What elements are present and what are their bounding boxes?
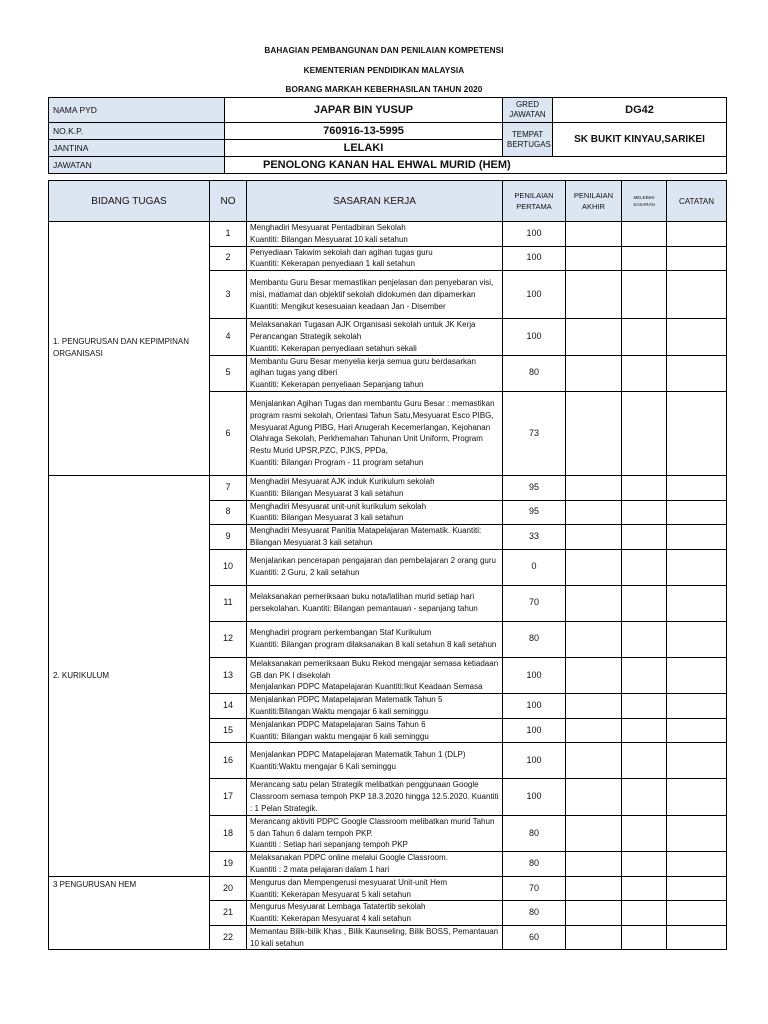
row-number: 19 xyxy=(210,852,247,877)
melebihi-sasaran-cell[interactable] xyxy=(622,319,667,355)
nokp-label: NO.K.P. xyxy=(49,123,225,140)
sasaran-kerja-cell: Melaksanakan Tugasan AJK Organisasi sekolah untuk JK Kerja Perancangan Strategik sekolah Kuantiti: Kekerapan penyediaan setahun sekali xyxy=(247,319,503,355)
melebihi-sasaran-cell[interactable] xyxy=(622,222,667,247)
score-table xyxy=(48,180,727,950)
catatan-cell[interactable] xyxy=(667,319,727,355)
catatan-cell[interactable] xyxy=(667,779,727,815)
row-number: 3 xyxy=(210,271,247,319)
catatan-cell[interactable] xyxy=(667,718,727,743)
row-number: 14 xyxy=(210,694,247,719)
catatan-cell[interactable] xyxy=(667,621,727,657)
melebihi-sasaran-cell[interactable] xyxy=(622,621,667,657)
tempat-label: TEMPAT BERTUGAS xyxy=(503,123,553,157)
jawatan-value: PENOLONG KANAN HAL EHWAL MURID (HEM) xyxy=(225,157,727,174)
row-number: 7 xyxy=(210,475,247,500)
col-bidang: BIDANG TUGAS xyxy=(49,181,210,222)
sasaran-kerja-cell: Membantu Guru Besar menyelia kerja semua guru berdasarkan agihan tugas yang diberi Kuantiti: Kekerapan penyeliaan Sepanjang tahun xyxy=(247,355,503,391)
penilaian-pertama-cell: 100 xyxy=(503,657,566,693)
penilaian-pertama-cell: 0 xyxy=(503,549,566,585)
melebihi-sasaran-cell[interactable] xyxy=(622,391,667,475)
sasaran-kerja-cell: Melaksanakan PDPC online melalui Google Classroom. Kuantiti : 2 mata pelajaran dalam 1 hari xyxy=(247,852,503,877)
catatan-cell[interactable] xyxy=(667,475,727,500)
bidang-tugas-cell: 2. KURIKULUM xyxy=(49,475,210,876)
catatan-cell[interactable] xyxy=(667,876,727,901)
sasaran-kerja-cell: Menghadiri Mesyuarat Pentadbiran Sekolah Kuantiti: Bilangan Mesyuarat 10 kali setahun xyxy=(247,222,503,247)
penilaian-akhir-cell[interactable] xyxy=(566,901,622,926)
penilaian-pertama-cell: 95 xyxy=(503,475,566,500)
catatan-cell[interactable] xyxy=(667,657,727,693)
col-sasaran: SASARAN KERJA xyxy=(247,181,503,222)
melebihi-sasaran-cell[interactable] xyxy=(622,246,667,271)
penilaian-pertama-cell: 100 xyxy=(503,246,566,271)
col-catatan: CATATAN xyxy=(667,181,727,222)
row-number: 20 xyxy=(210,876,247,901)
bidang-tugas-cell: 1. PENGURUSAN DAN KEPIMPINAN ORGANISASI xyxy=(49,222,210,476)
melebihi-sasaran-cell[interactable] xyxy=(622,718,667,743)
sasaran-kerja-cell: Menjalankan pencerapan pengajaran dan pembelajaran 2 orang guru Kuantiti: 2 Guru, 2 kali setahun xyxy=(247,549,503,585)
col-penilaian-pertama: PENILAIAN PERTAMA xyxy=(503,181,566,222)
row-number: 9 xyxy=(210,525,247,550)
catatan-cell[interactable] xyxy=(667,585,727,621)
sasaran-kerja-cell: Melaksanakan pemeriksaan buku nota/latihan murid setiap hari persekolahan. Kuantiti: Bilangan pemantauan - sepanjang tahun xyxy=(247,585,503,621)
row-number: 6 xyxy=(210,391,247,475)
penilaian-pertama-cell: 80 xyxy=(503,621,566,657)
penilaian-pertama-cell: 100 xyxy=(503,319,566,355)
melebihi-sasaran-cell[interactable] xyxy=(622,815,667,851)
sasaran-kerja-cell: Menghadiri Mesyuarat unit-unit kurikulum sekolah Kuantiti: Bilangan Mesyuarat 3 kali setahun xyxy=(247,500,503,525)
catatan-cell[interactable] xyxy=(667,815,727,851)
melebihi-sasaran-cell[interactable] xyxy=(622,500,667,525)
melebihi-sasaran-cell[interactable] xyxy=(622,549,667,585)
penilaian-akhir-cell[interactable] xyxy=(566,549,622,585)
jawatan-label: JAWATAN xyxy=(49,157,225,174)
melebihi-sasaran-cell[interactable] xyxy=(622,271,667,319)
penilaian-akhir-cell[interactable] xyxy=(566,475,622,500)
row-number: 16 xyxy=(210,743,247,779)
catatan-cell[interactable] xyxy=(667,743,727,779)
sasaran-kerja-cell: Melaksanakan pemeriksaan Buku Rekod mengajar semasa ketiadaan GB dan PK I disekolah Menjalankan PDPC Matapelajaran Kuantiti:Ikut Keadaan Semasa xyxy=(247,657,503,693)
row-number: 22 xyxy=(210,925,247,950)
catatan-cell[interactable] xyxy=(667,525,727,550)
catatan-cell[interactable] xyxy=(667,391,727,475)
penilaian-akhir-cell[interactable] xyxy=(566,657,622,693)
tempat-value: SK BUKIT KINYAU,SARIKEI xyxy=(553,123,727,157)
catatan-cell[interactable] xyxy=(667,355,727,391)
penilaian-akhir-cell[interactable] xyxy=(566,319,622,355)
row-number: 18 xyxy=(210,815,247,851)
melebihi-sasaran-cell[interactable] xyxy=(622,525,667,550)
melebihi-sasaran-cell[interactable] xyxy=(622,694,667,719)
penilaian-akhir-cell[interactable] xyxy=(566,743,622,779)
sasaran-kerja-cell: Membantu Guru Besar memastikan penjelasan dan penyebaran visi, misi, matlamat dan objektif sekolah didokumen dan dipamerkan Kuantiti: Mengikut kesesuaian keadaan Jan - Disember xyxy=(247,271,503,319)
sasaran-kerja-cell: Menghadiri Mesyuarat Panitia Matapelajaran Matematik. Kuantiti: Bilangan Mesyuarat 3 kali setahun xyxy=(247,525,503,550)
jantina-label: JANTINA xyxy=(49,140,225,157)
penilaian-pertama-cell: 70 xyxy=(503,585,566,621)
melebihi-sasaran-cell[interactable] xyxy=(622,876,667,901)
table-row xyxy=(49,876,727,901)
penilaian-akhir-cell[interactable] xyxy=(566,355,622,391)
penilaian-akhir-cell[interactable] xyxy=(566,876,622,901)
score-table-body xyxy=(49,222,727,950)
penilaian-pertama-cell: 80 xyxy=(503,852,566,877)
jantina-value: LELAKI xyxy=(225,140,503,157)
melebihi-sasaran-cell[interactable] xyxy=(622,475,667,500)
penilaian-akhir-cell[interactable] xyxy=(566,222,622,247)
melebihi-sasaran-cell[interactable] xyxy=(622,901,667,926)
penilaian-pertama-cell: 100 xyxy=(503,743,566,779)
penilaian-pertama-cell: 100 xyxy=(503,694,566,719)
sasaran-kerja-cell: Menjalankan Agihan Tugas dan membantu Guru Besar : memastikan program rasmi sekolah, Orientasi Tahun Satu,Mesyuarat Esco PIBG, Mesyuarat Agung PIBG, Hari Anugerah Kecemerlangan, Kejohanan Olahraga Sekolah, Perkhemahan Tahunan Unit Uniform, Program Restu Murid UPSR,PZC, PJKS, PPDa, Kuantiti: Bilangan Program - 11 program setahun xyxy=(247,391,503,475)
sasaran-kerja-cell: Memantau Bilik-bilik Khas , Bilik Kaunseling, Bilik BOSS, Pemantauan 10 kali setahun xyxy=(247,925,503,950)
penilaian-akhir-cell[interactable] xyxy=(566,621,622,657)
penilaian-akhir-cell[interactable] xyxy=(566,585,622,621)
bidang-tugas-cell: 3 PENGURUSAN HEM xyxy=(49,876,210,950)
sasaran-kerja-cell: Menghadiri program perkembangan Staf Kurikulum Kuantiti: Bilangan program dilaksanakan 8 kali setahun 8 kali setahun xyxy=(247,621,503,657)
penilaian-akhir-cell[interactable] xyxy=(566,525,622,550)
table-row xyxy=(49,475,727,500)
catatan-cell[interactable] xyxy=(667,925,727,950)
melebihi-sasaran-cell[interactable] xyxy=(622,743,667,779)
sasaran-kerja-cell: Mengurus dan Mempengerusi mesyuarat Unit-unit Hem Kuantiti: Kekerapan Mesyuarat 5 kali setahun xyxy=(247,876,503,901)
penilaian-akhir-cell[interactable] xyxy=(566,718,622,743)
row-number: 21 xyxy=(210,901,247,926)
sasaran-kerja-cell: Menghadiri Mesyuarat AJK induk Kurikulum sekolah Kuantiti: Bilangan Mesyuarat 3 kali setahun xyxy=(247,475,503,500)
gred-value: DG42 xyxy=(553,98,727,123)
catatan-cell[interactable] xyxy=(667,246,727,271)
sasaran-kerja-cell: Penyediaan Takwim sekolah dan agihan tugas guru Kuantiti: Kekerapan penyediaan 1 kali setahun xyxy=(247,246,503,271)
catatan-cell[interactable] xyxy=(667,271,727,319)
catatan-cell[interactable] xyxy=(667,852,727,877)
penilaian-akhir-cell[interactable] xyxy=(566,694,622,719)
col-no: NO xyxy=(210,181,247,222)
penilaian-pertama-cell: 73 xyxy=(503,391,566,475)
header-form-title: BORANG MARKAH KEBERHASILAN TAHUN 2020 xyxy=(285,85,483,94)
catatan-cell[interactable] xyxy=(667,549,727,585)
penilaian-pertama-cell: 100 xyxy=(503,222,566,247)
catatan-cell[interactable] xyxy=(667,694,727,719)
row-number: 8 xyxy=(210,500,247,525)
info-table xyxy=(48,97,727,174)
penilaian-pertama-cell: 80 xyxy=(503,901,566,926)
penilaian-akhir-cell[interactable] xyxy=(566,779,622,815)
melebihi-sasaran-cell[interactable] xyxy=(622,779,667,815)
gred-label: GRED JAWATAN xyxy=(503,98,553,123)
penilaian-pertama-cell: 80 xyxy=(503,355,566,391)
sasaran-kerja-cell: Menjalankan PDPC Matapelajaran Sains Tahun 6 Kuantiti: Bilangan waktu mengajar 6 kali seminggu xyxy=(247,718,503,743)
row-number: 17 xyxy=(210,779,247,815)
col-penilaian-akhir: PENILAIAN AKHIR xyxy=(566,181,622,222)
penilaian-pertama-cell: 100 xyxy=(503,271,566,319)
penilaian-akhir-cell[interactable] xyxy=(566,852,622,877)
header-ministry: KEMENTERIAN PENDIDIKAN MALAYSIA xyxy=(303,66,465,75)
penilaian-akhir-cell[interactable] xyxy=(566,500,622,525)
melebihi-sasaran-cell[interactable] xyxy=(622,852,667,877)
catatan-cell[interactable] xyxy=(667,901,727,926)
row-number: 15 xyxy=(210,718,247,743)
row-number: 13 xyxy=(210,657,247,693)
row-number: 4 xyxy=(210,319,247,355)
penilaian-pertama-cell: 95 xyxy=(503,500,566,525)
sasaran-kerja-cell: Menjalankan PDPC Matapelajaran Matematik Tahun 5 Kuantiti:Bilangan Waktu mengajar 6 kali seminggu xyxy=(247,694,503,719)
row-number: 11 xyxy=(210,585,247,621)
melebihi-sasaran-cell[interactable] xyxy=(622,355,667,391)
melebihi-sasaran-cell[interactable] xyxy=(622,925,667,950)
penilaian-akhir-cell[interactable] xyxy=(566,246,622,271)
catatan-cell[interactable] xyxy=(667,500,727,525)
penilaian-akhir-cell[interactable] xyxy=(566,271,622,319)
nama-label: NAMA PYD xyxy=(49,98,225,123)
penilaian-akhir-cell[interactable] xyxy=(566,925,622,950)
sasaran-kerja-cell: Merancang satu pelan Strategik melibatkan penggunaan Google Classroom semasa tempoh PKP 18.3.2020 hingga 12.5.2020. Kuantiti : 1 Pelan Strategik. xyxy=(247,779,503,815)
sasaran-kerja-cell: Merancang aktiviti PDPC Google Classroom melibatkan murid Tahun 5 dan Tahun 6 dalam tempoh PKP. Kuantiti : Setiap hari sepanjang tempoh PKP xyxy=(247,815,503,851)
penilaian-pertama-cell: 60 xyxy=(503,925,566,950)
sasaran-kerja-cell: Menjalankan PDPC Matapelajaran Matematik Tahun 1 (DLP) Kuantiti:Waktu mengajar 6 Kali seminggu xyxy=(247,743,503,779)
row-number: 10 xyxy=(210,549,247,585)
table-row xyxy=(49,222,727,247)
header-department: BAHAGIAN PEMBANGUNAN DAN PENILAIAN KOMPETENSI xyxy=(264,46,504,55)
penilaian-pertama-cell: 100 xyxy=(503,718,566,743)
penilaian-pertama-cell: 70 xyxy=(503,876,566,901)
row-number: 1 xyxy=(210,222,247,247)
row-number: 2 xyxy=(210,246,247,271)
melebihi-sasaran-cell[interactable] xyxy=(622,657,667,693)
melebihi-sasaran-cell[interactable] xyxy=(622,585,667,621)
penilaian-akhir-cell[interactable] xyxy=(566,815,622,851)
nokp-value: 760916-13-5995 xyxy=(225,123,503,140)
row-number: 12 xyxy=(210,621,247,657)
penilaian-pertama-cell: 33 xyxy=(503,525,566,550)
nama-value: JAPAR BIN YUSUP xyxy=(225,98,503,123)
penilaian-akhir-cell[interactable] xyxy=(566,391,622,475)
sasaran-kerja-cell: Mengurus Mesyuarat Lembaga Tatatertib sekolah Kuantiti: Kekerapan Mesyuarat 4 kali setahun xyxy=(247,901,503,926)
col-melebihi-sasaran: MELEBIHI SASARAN xyxy=(622,181,667,222)
row-number: 5 xyxy=(210,355,247,391)
penilaian-pertama-cell: 80 xyxy=(503,815,566,851)
catatan-cell[interactable] xyxy=(667,222,727,247)
penilaian-pertama-cell: 100 xyxy=(503,779,566,815)
